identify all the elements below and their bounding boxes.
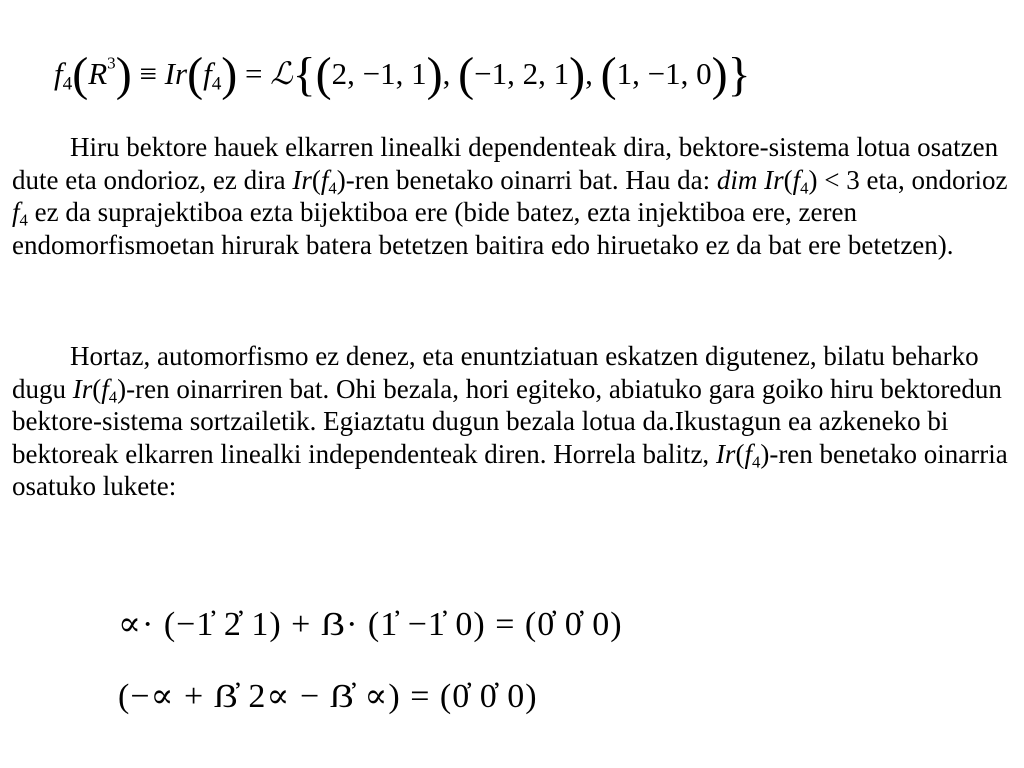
eq1-span-L: ℒ [270,56,293,91]
eq1-vector-3: 1, −1, 0 [616,56,712,91]
eq1-equals: = [245,56,263,91]
eq1-R: R [88,56,108,91]
eq1-sub: 4 [62,73,73,95]
eq1-vector-1: 2, −1, 1 [331,56,427,91]
eq1-sub-inner: 4 [211,73,222,95]
paragraph-dependence: Hiru bektore hauek elkarren linealki dependenteak dira, bektore-sistema lotua osatzen dute eta ondorioz, ez dira $Ir(f_4)$-ren benetako oinarri bat. Hau da: dim $Ir(f_4) < 3$ eta, ondorioz $f_4$ ez da suprajektiboa ezta bijektiboa ere (bide batez, ezta injektiboa ere, zeren endomorfismoetan hirurak batera betetzen baitira edo hiruetako ez da bat ere betetzen). [12,132,1008,260]
eq1-equiv: ≡ [139,56,157,91]
equation-linear-combination: ∝· (−1̓ 2̓ 1) + ẞ· (1̓ −1̓ 0) = (0̓ 0̓ 0) [118,606,623,643]
paragraph-basis: Hortaz, automorfismo ez denez, eta enuntziatuan eskatzen digutenez, bilatu beharko dugu $Ir(f_4)$-ren oinarriren bat. Ohi bezala, hori egiteko, abiatuko gara goiko hiru bektoredun bektore-sistema sortzailetik. Egiaztatu dugun bezala lotua da.Ikustagun ea azkeneko bi bektoreak elkarren linealki independenteak diren. Horrela balitz, $Ir(f_4)$-ren benetako oinarria osatuko lukete: [12,341,1008,502]
eq1-f: f [54,56,63,91]
eq1-f-inner: f [203,56,212,91]
equation-component-system: (−∝ + ẞ̓ 2∝ − ẞ̓ ∝) = (0̓ 0̓ 0) [118,678,538,715]
eq1-vector-2: −1, 2, 1 [474,56,570,91]
eq1-ir: Ir [164,56,188,91]
eq1-exp: 3 [107,53,116,73]
equation-image-set: $f_4(R^3) \equiv Ir(f_4)$ = ℒ{(2, −1, 1), (−1, 2, 1), (1, −1, 0)} [54,47,751,101]
